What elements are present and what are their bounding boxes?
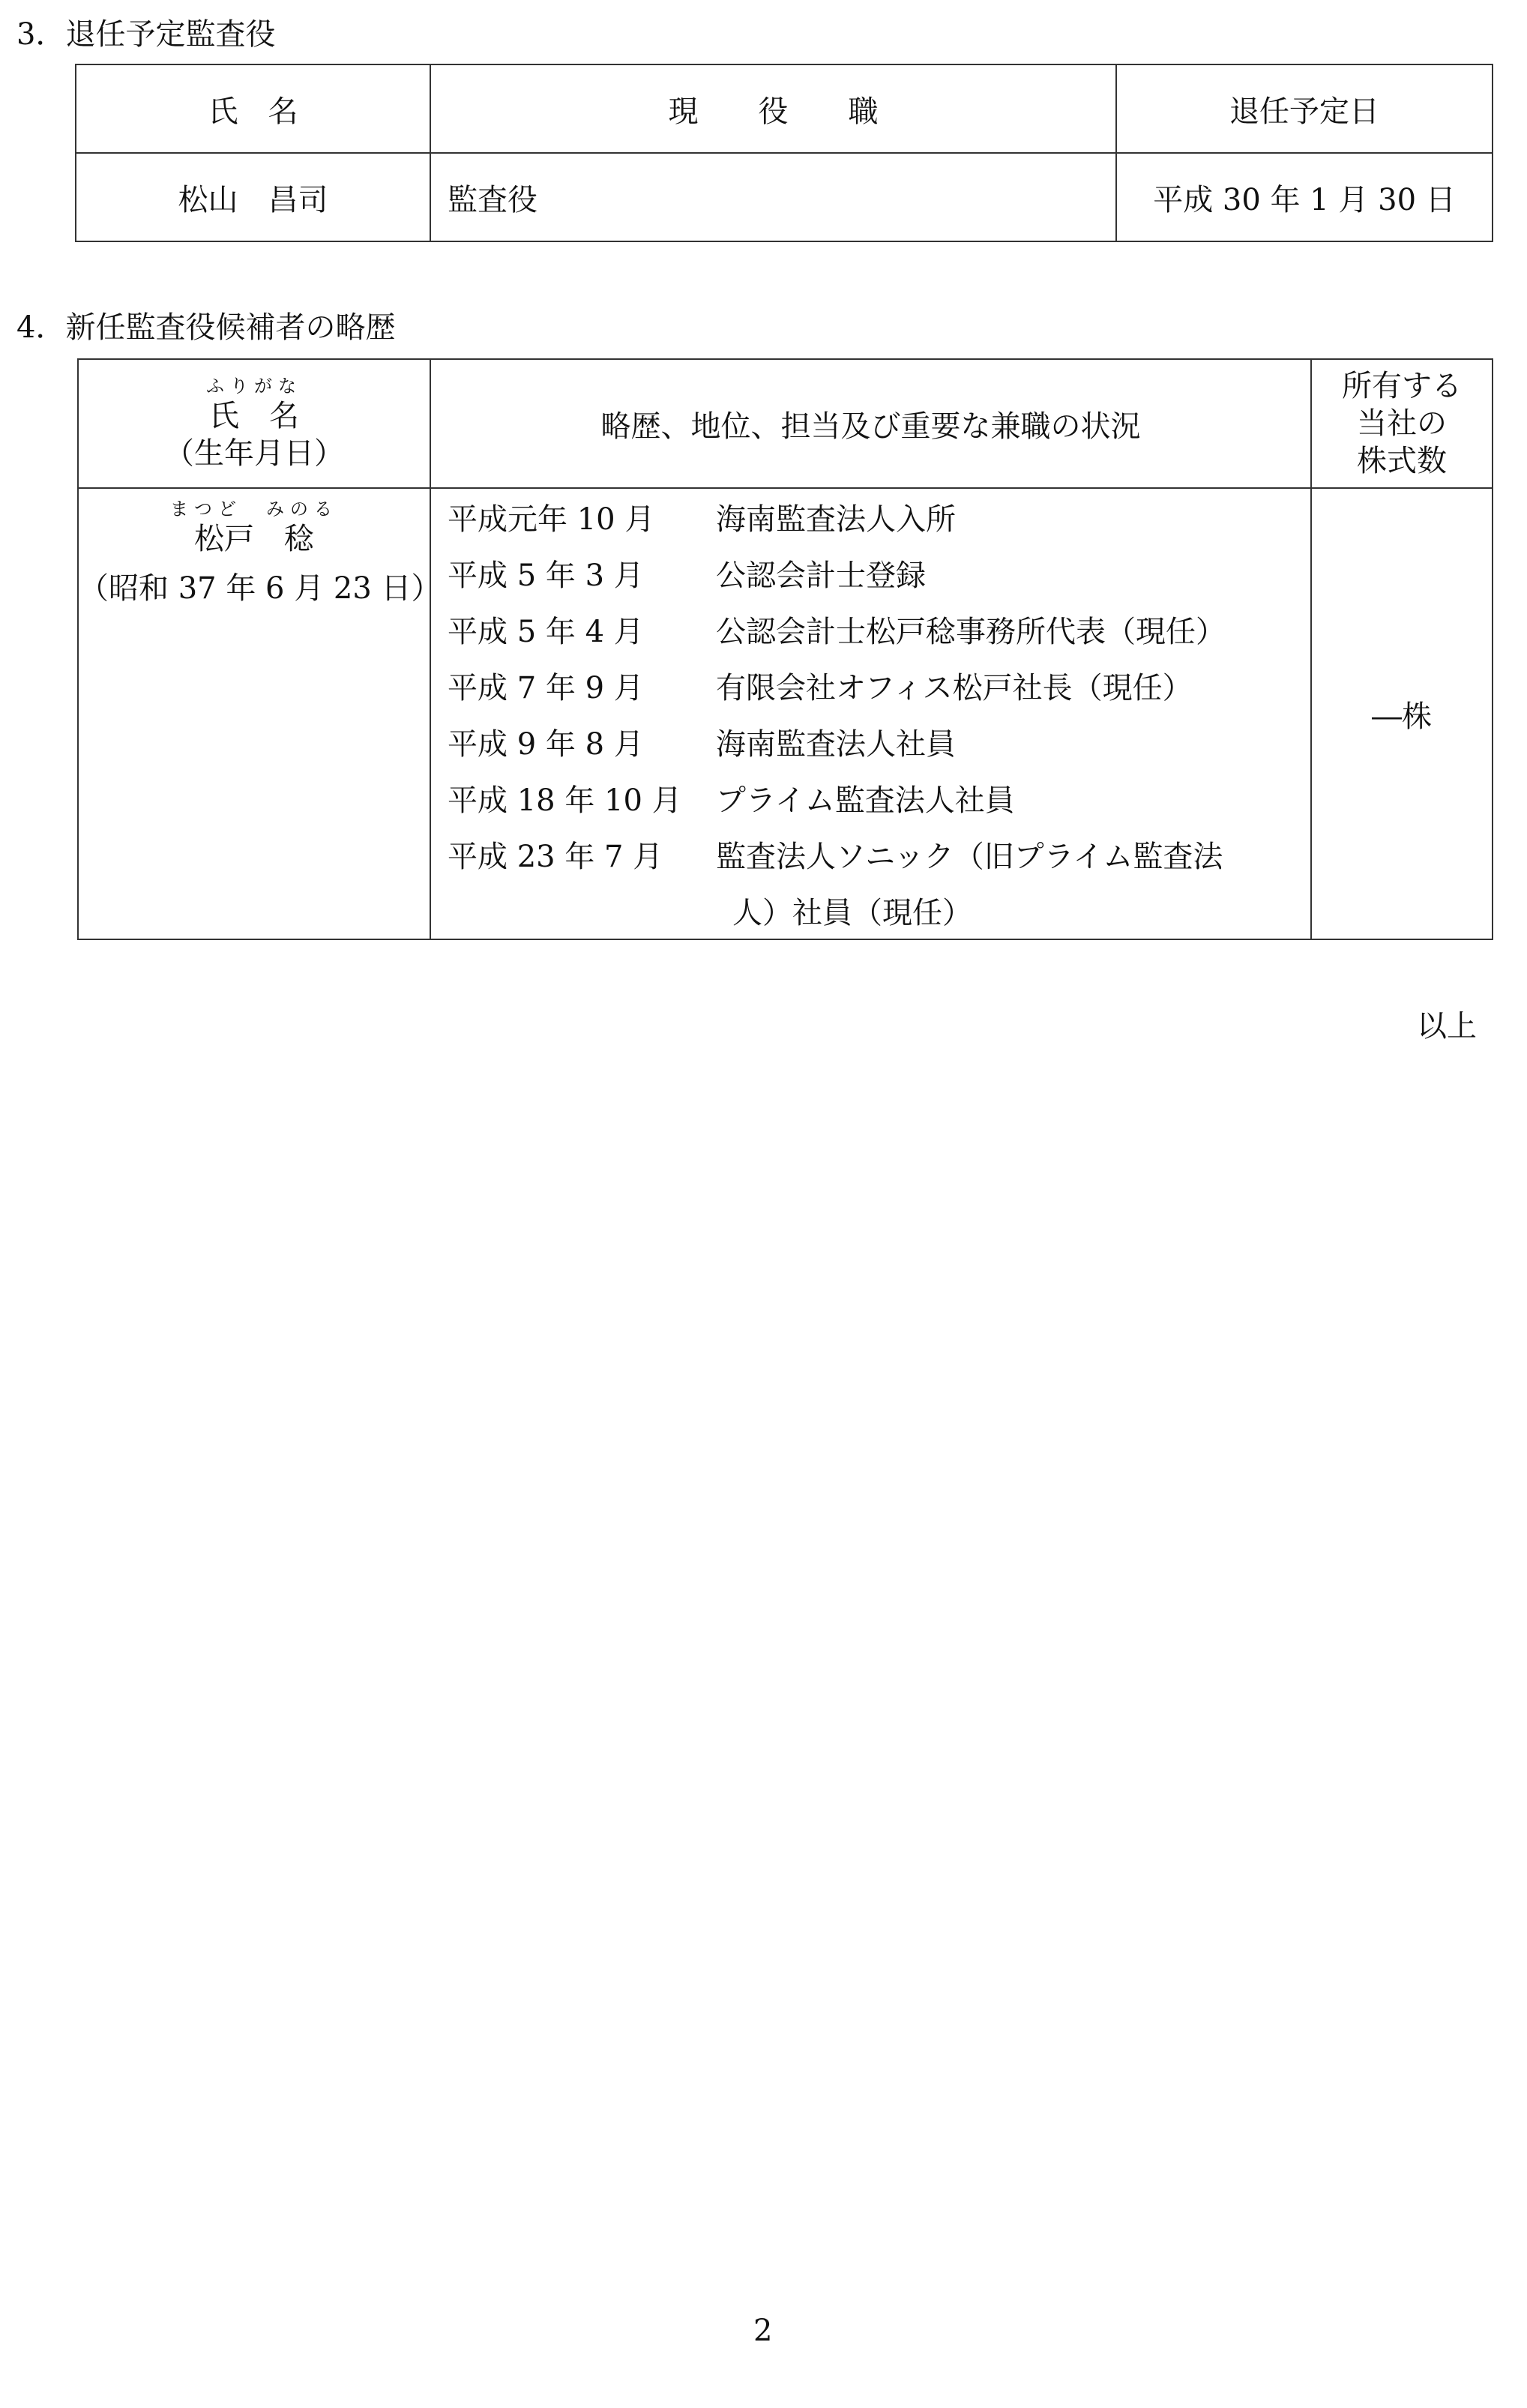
career-date: 平成 9 年 8 月 <box>448 727 644 762</box>
header-position: 現 役 職 <box>430 64 1116 153</box>
candidate-table <box>77 358 1493 940</box>
career-date: 平成 23 年 7 月 <box>448 840 663 874</box>
closing-text: 以上 <box>1417 1009 1477 1044</box>
candidate-name-cell <box>78 488 442 939</box>
career-text: 公認会計士登録 <box>716 559 926 593</box>
career-date: 平成 5 年 4 月 <box>448 615 644 649</box>
table-header-row <box>78 359 1493 488</box>
header-name: 氏 名 <box>209 399 299 433</box>
header-name-birth <box>78 359 430 488</box>
candidate-name: 松戸 稔 <box>194 522 314 556</box>
career-continuation: 人）社員（現任） <box>732 896 972 930</box>
candidate-furigana: まつど みのる <box>170 499 338 520</box>
candidate-birth: （昭和 37 年 6 月 23 日） <box>79 571 442 606</box>
retiring-date: 平成 30 年 1 月 30 日 <box>1116 153 1493 241</box>
career-item <box>431 826 1310 882</box>
section4-number: 4． <box>16 310 66 345</box>
retiring-name: 松山 昌司 <box>76 153 430 241</box>
retiring-position: 監査役 <box>430 153 1116 241</box>
header-birth: （生年月日） <box>164 436 344 471</box>
retiring-auditor-table <box>75 64 1493 242</box>
header-furigana: ふりがな <box>206 376 302 397</box>
table-row <box>76 153 1493 241</box>
career-text: 公認会計士松戸稔事務所代表（現任） <box>716 615 1226 649</box>
career-text: プライム監査法人社員 <box>716 783 1015 818</box>
table-row <box>78 488 1493 939</box>
career-date: 平成 5 年 3 月 <box>448 559 644 593</box>
header-shares-line: 株式数 <box>1357 444 1447 478</box>
section4-title: 新任監査役候補者の略歴 <box>65 310 396 345</box>
section4-heading <box>16 310 395 346</box>
career-cell <box>430 488 1311 939</box>
career-item <box>431 770 1310 826</box>
table-header-row <box>76 64 1493 153</box>
career-date: 平成 18 年 10 月 <box>448 783 682 818</box>
career-item <box>431 657 1310 714</box>
section3-title: 退任予定監査役 <box>65 17 276 52</box>
section3-number: 3． <box>16 17 66 52</box>
career-item <box>431 489 1310 545</box>
career-text: 監査法人ソニック（旧プライム監査法 <box>716 840 1223 874</box>
career-item <box>431 714 1310 770</box>
career-item <box>431 601 1310 657</box>
header-shares-line: 所有する <box>1342 369 1462 403</box>
header-name: 氏 名 <box>76 64 430 153</box>
header-shares <box>1311 359 1493 488</box>
header-retire-date: 退任予定日 <box>1116 64 1493 153</box>
career-date: 平成元年 10 月 <box>448 502 655 537</box>
career-item <box>431 545 1310 601</box>
candidate-shares: ―株 <box>1311 488 1493 939</box>
header-career: 略歴、地位、担当及び重要な兼職の状況 <box>430 359 1311 488</box>
section3-heading <box>16 16 275 52</box>
header-shares-line: 当社の <box>1357 406 1447 441</box>
career-date: 平成 7 年 9 月 <box>448 671 644 705</box>
career-text: 有限会社オフィス松戸社長（現任） <box>716 671 1193 705</box>
career-text: 海南監査法人社員 <box>716 727 956 762</box>
career-text: 海南監査法人入所 <box>716 502 956 537</box>
page-number: 2 <box>753 2314 773 2348</box>
